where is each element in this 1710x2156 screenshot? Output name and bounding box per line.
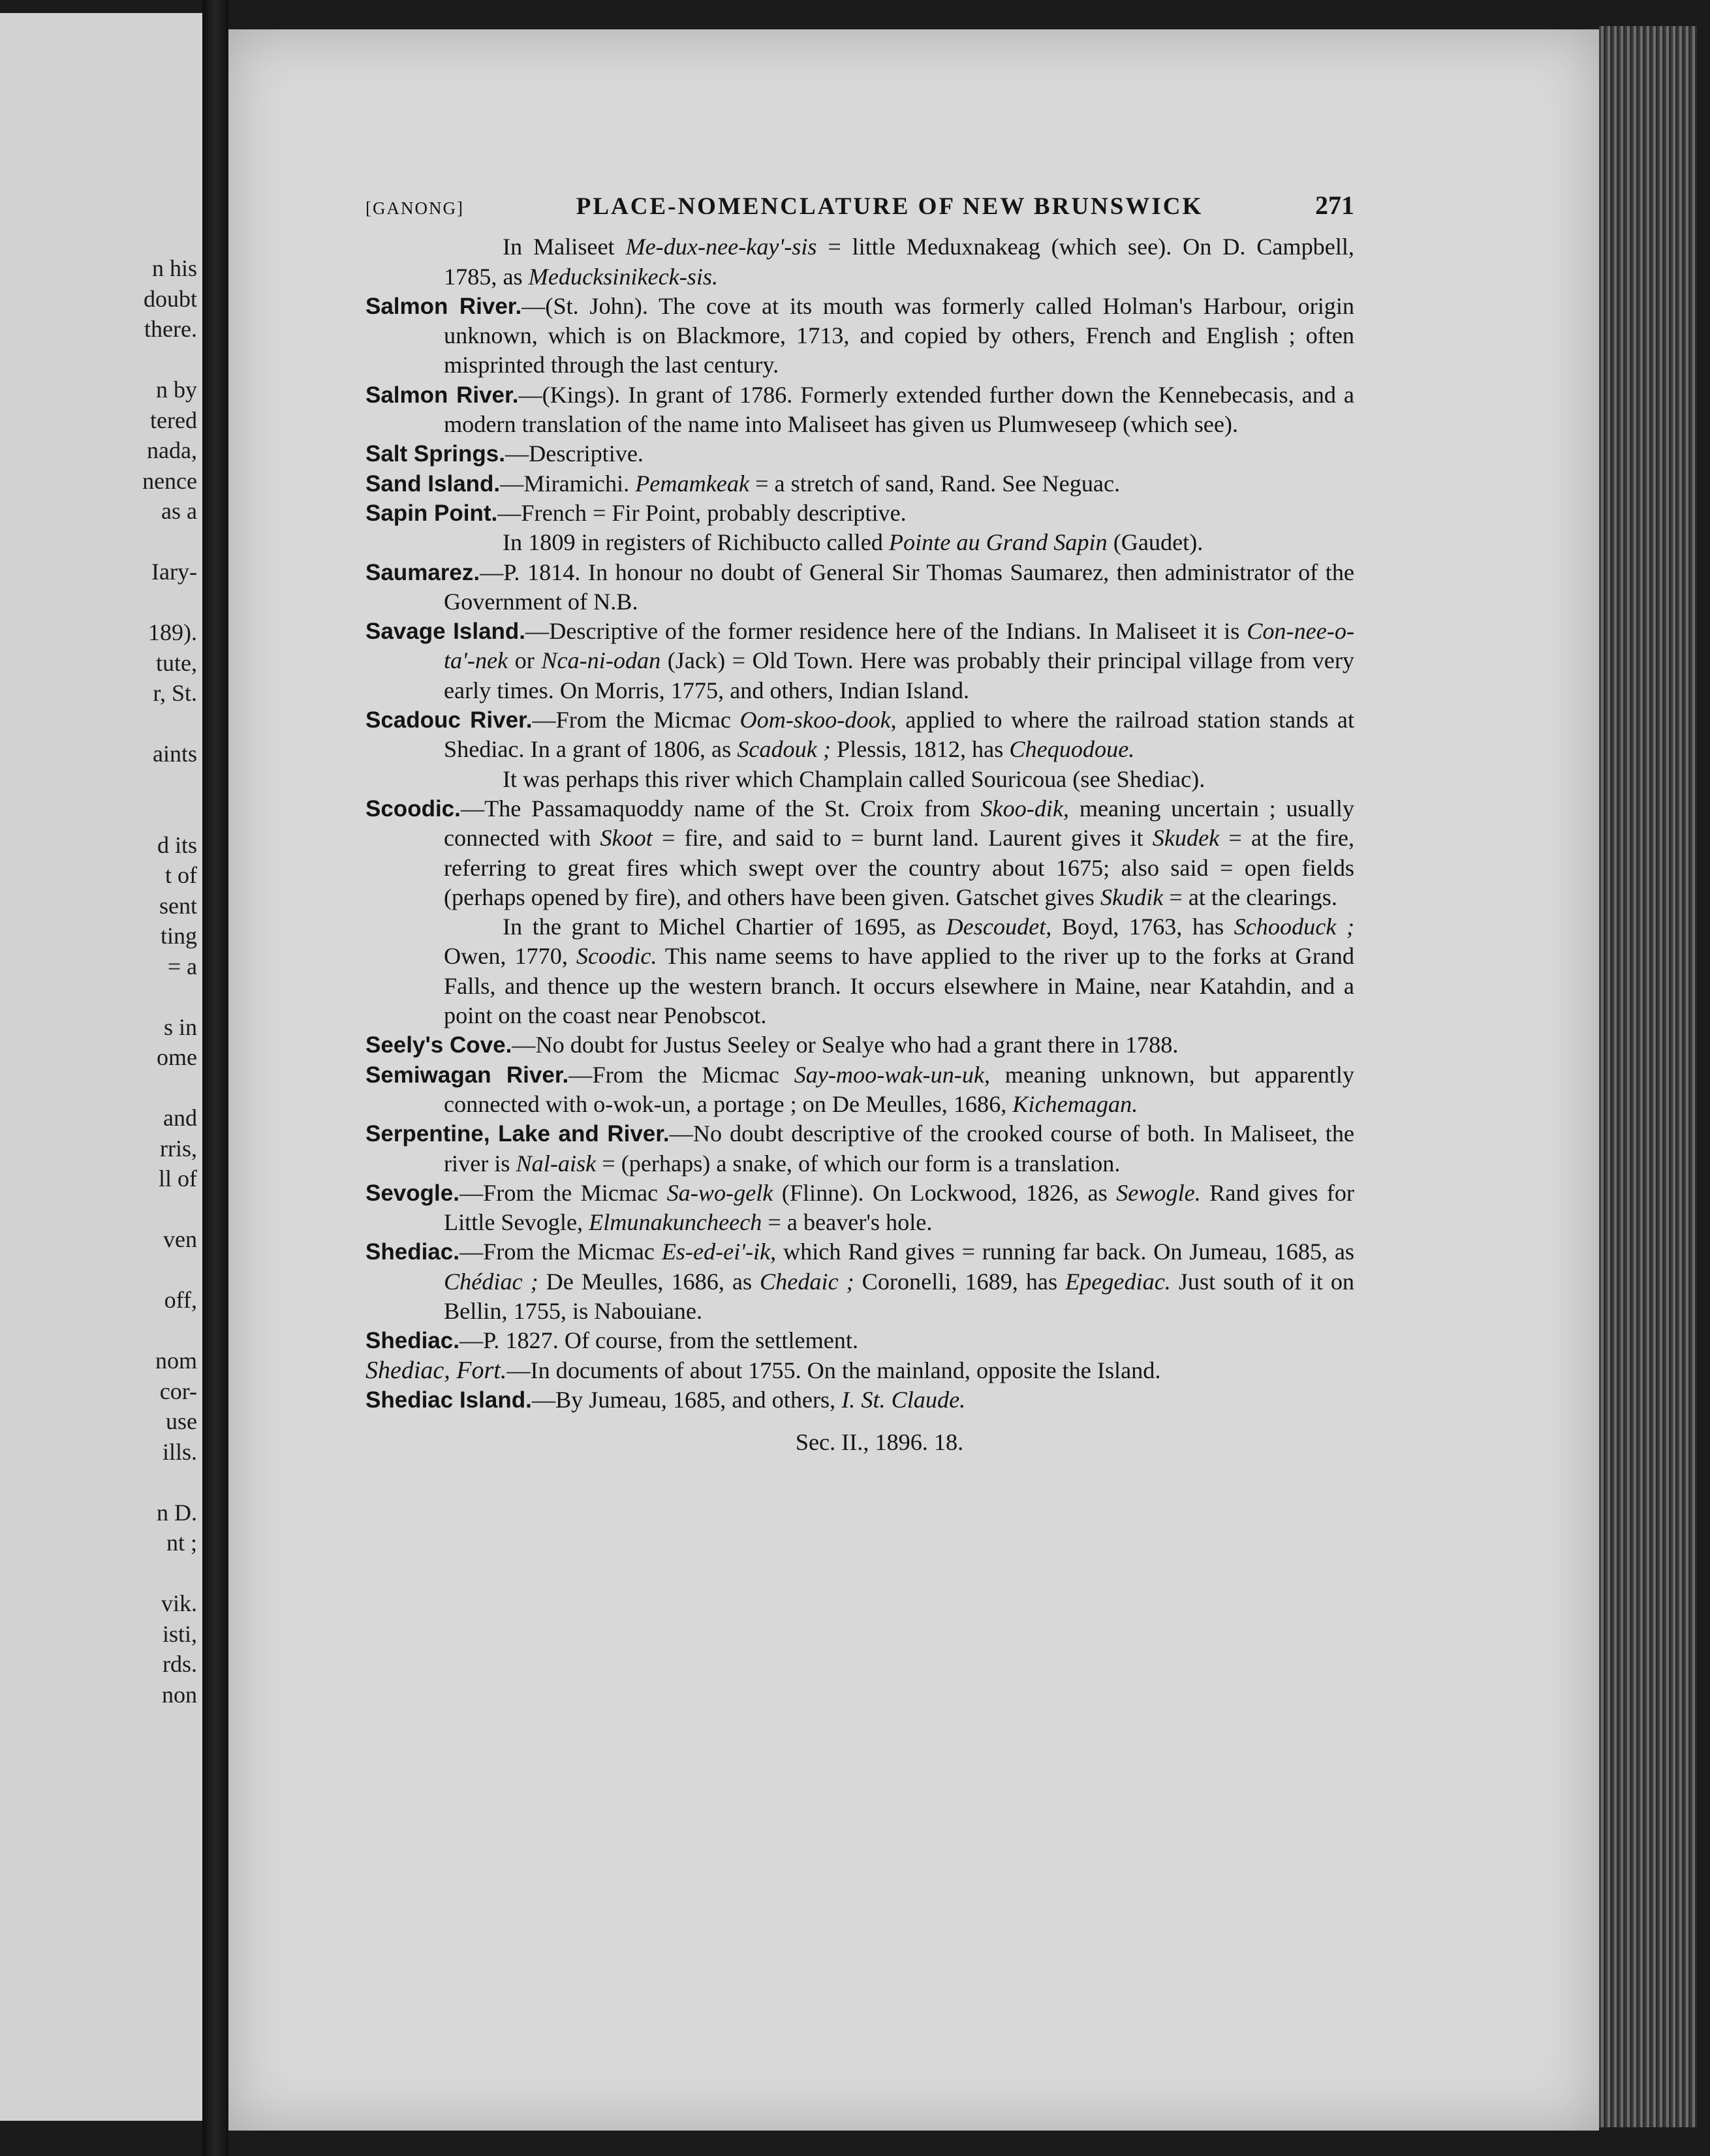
book-gutter: [202, 0, 228, 2156]
entry-text: (Gaudet).: [1107, 529, 1204, 556]
italic-text: Meducksinikeck-sis.: [528, 263, 719, 290]
left-page-fragment: cor-: [159, 1378, 197, 1404]
entry-headword: Sand Island.: [365, 470, 501, 497]
dictionary-entry: [365, 794, 1354, 912]
entry-text: = at the fire, referring to great fires which swept over the country about 1675; also said = open fields (perhaps opened by fire), and others have been given. Gatschet gives: [444, 825, 1355, 910]
entry-text: Rand gives for Little Sevogle,: [444, 1179, 1354, 1236]
italic-text: Sewogle.: [1116, 1179, 1201, 1206]
entry-text: —From the Micmac: [459, 1179, 667, 1206]
left-page-fragment: as a: [161, 498, 197, 524]
entry-text: , applied to where the railroad station stands at Shediac. In a grant of 1806, as: [444, 707, 1355, 763]
left-page-fragment: nom: [155, 1348, 197, 1374]
left-page-fragment: sent: [159, 892, 197, 919]
left-page-fragment: ome: [157, 1044, 197, 1070]
running-head: [365, 191, 1354, 223]
entry-text: —No doubt for Justus Seeley or Sealye who had a grant there in 1788.: [512, 1032, 1179, 1058]
entry-text: In 1809 in registers of Richibucto called: [503, 529, 889, 556]
entry-text: —Descriptive.: [505, 440, 644, 467]
entry-text: —No doubt descriptive of the crooked course of both. In Maliseet, the river is: [444, 1120, 1354, 1177]
entry-headword: Sapin Point.: [365, 500, 498, 526]
entry-text: —(St. John). The cove at its mouth was formerly called Holman's Harbour, origin unknown, which is on Blackmore, 1713, and copied by others, French and English ; often misprinted through the last century.: [444, 292, 1354, 378]
entry-text: This name seems to have applied to the river up to the forks at Grand Falls, and thence up the western branch. It occurs elsewhere in Maine, near Katahdin, and a point on the coast near Penobscot.: [444, 943, 1354, 1029]
left-page-fragment: and: [163, 1105, 197, 1131]
left-page-fragment: 189).: [148, 619, 197, 645]
entry-headword: Salmon River.: [365, 382, 519, 408]
left-page-fragment: use: [166, 1408, 197, 1434]
dictionary-entry: [365, 1356, 1354, 1385]
entry-text: —P. 1814. In honour no doubt of General Sir Thomas Saumarez, then administrator of the Government of N.B.: [444, 559, 1354, 615]
page-edges: [1599, 26, 1697, 2127]
entry-text: —From the Micmac: [459, 1239, 662, 1265]
left-page: [0, 13, 202, 2121]
entry-text: —By Jumeau, 1685, and others,: [531, 1386, 842, 1413]
italic-text: Me-dux-nee-kay'-sis: [625, 234, 817, 260]
italic-text: Elmunakuncheech: [589, 1209, 762, 1236]
italic-text: I. St. Claude.: [841, 1386, 966, 1413]
entry-headword: Shediac.: [365, 1328, 459, 1354]
entry-text: = a stretch of sand, Rand. See Neguac.: [749, 470, 1121, 497]
left-page-fragment: n by: [156, 377, 197, 403]
italic-text: Scadouk ;: [737, 736, 831, 763]
entry-headword: Shediac.: [365, 1239, 459, 1265]
left-page-fragment: non: [162, 1681, 197, 1708]
entry-continuation: [365, 232, 1354, 292]
entry-text: —French = Fir Point, probably descriptive.: [497, 499, 907, 526]
entry-text: = a beaver's hole.: [762, 1209, 933, 1236]
italic-text: Chequodoue.: [1009, 736, 1135, 763]
entry-text: —Descriptive of the former residence here of the Indians. In Maliseet it is: [525, 618, 1247, 645]
entry-text: In Maliseet: [503, 234, 626, 260]
italic-text: Epegediac.: [1065, 1268, 1171, 1295]
signature-line: Sec. II., 1896. 18.: [795, 1429, 964, 1456]
left-page-fragment: rds.: [163, 1651, 197, 1677]
entry-text: Coronelli, 1689, has: [854, 1268, 1066, 1295]
left-page-fragment: nt ;: [166, 1530, 197, 1556]
entry-text: —(Kings). In grant of 1786. Formerly extended further down the Kennebecasis, and a modern translation of the name into Maliseet has given us Plumweseep (which see).: [444, 381, 1354, 438]
italic-text: Es-ed-ei'-ik: [661, 1239, 771, 1265]
italic-text: Schooduck ;: [1234, 914, 1354, 940]
italic-text: Scoodic.: [576, 943, 657, 970]
entry-text: —Miramichi.: [500, 470, 636, 497]
italic-text: Skoot: [600, 825, 653, 852]
entry-text: —From the Micmac: [568, 1061, 794, 1088]
dictionary-entry: [365, 1326, 1354, 1355]
dictionary-entry: [365, 380, 1354, 440]
dictionary-entry: [365, 1030, 1354, 1060]
left-page-fragment: ills.: [162, 1438, 197, 1465]
italic-text: Chedaic ;: [760, 1268, 854, 1295]
left-page-fragment: vik.: [161, 1590, 197, 1616]
italic-text: Say-moo-wak-un-uk: [794, 1061, 985, 1088]
entry-headword: Shediac Island.: [365, 1387, 532, 1413]
entry-text: (Flinne). On Lockwood, 1826, as: [773, 1179, 1117, 1206]
dictionary-entry: [365, 558, 1354, 617]
dictionary-entry: [365, 499, 1354, 528]
body-paragraphs: [365, 232, 1354, 1415]
entry-text: , meaning unknown, but apparently connected with o-wok-un, a portage ; on De Meulles, 1686,: [444, 1061, 1354, 1117]
entry-headword: Scadouc River.: [365, 707, 533, 733]
entry-text: Just south of it on Bellin, 1755, is Nabouiane.: [444, 1268, 1355, 1324]
italic-text: Chédiac ;: [444, 1268, 538, 1295]
entry-headword: Salmon River.: [365, 293, 522, 319]
entry-text: —In documents of about 1755. On the mainland, opposite the Island.: [506, 1357, 1161, 1383]
entry-text: , which Rand gives = running far back. On Jumeau, 1685, as: [770, 1239, 1354, 1265]
running-head-author: [GANONG]: [365, 198, 464, 218]
dictionary-entry: [365, 1178, 1354, 1238]
dictionary-entry: [365, 1119, 1354, 1178]
dictionary-entry: [365, 292, 1354, 380]
left-page-fragment: = a: [167, 953, 197, 979]
italic-text: Pemamkeak: [635, 470, 750, 497]
dictionary-entry: [365, 1060, 1354, 1120]
entry-headword: Seely's Cove.: [365, 1032, 512, 1058]
left-page-fragment: off,: [164, 1287, 197, 1313]
left-page-fragment: Iary-: [151, 559, 197, 585]
entry-continuation: [365, 765, 1354, 794]
left-page-fragment: isti,: [162, 1620, 197, 1647]
italic-text: Nca-ni-odan: [541, 647, 661, 674]
italic-text: Con-nee-o-ta'-nek: [444, 618, 1354, 674]
entry-text: , meaning uncertain ; usually connected with: [444, 795, 1354, 852]
entry-text: Boyd, 1763, has: [1051, 914, 1234, 940]
left-page-fragment: nence: [142, 467, 197, 494]
italic-text: Descoudet,: [946, 914, 1052, 940]
left-page-fragment: nada,: [147, 437, 197, 463]
entry-text: = fire, and said to = burnt land. Laurent gives it: [652, 825, 1153, 852]
entry-headword: Shediac, Fort.: [365, 1356, 507, 1384]
entry-text: (Jack) = Old Town. Here was probably their principal village from very early times. On Morris, 1775, and others, Indian Island.: [444, 647, 1354, 703]
dictionary-entry: [365, 705, 1354, 765]
entry-text: —P. 1827. Of course, from the settlement.: [459, 1327, 859, 1354]
entry-headword: Serpentine, Lake and River.: [365, 1121, 670, 1147]
left-page-fragment: doubt: [143, 285, 197, 312]
left-page-fragment: rris,: [160, 1135, 197, 1162]
entry-text: Plessis, 1812, has: [830, 736, 1010, 763]
entry-text: In the grant to Michel Chartier of 1695, as: [503, 914, 946, 940]
left-page-fragment: n D.: [157, 1499, 197, 1526]
left-page-fragment: tered: [150, 407, 197, 433]
left-page-fragment: tute,: [156, 649, 197, 676]
italic-text: Sa-wo-gelk: [666, 1179, 773, 1206]
left-page-fragment: ll of: [159, 1165, 197, 1192]
italic-text: Nal-aisk: [516, 1150, 597, 1177]
page-text-block: [365, 191, 1354, 1457]
entry-continuation: [365, 528, 1354, 557]
entry-headword: Sevogle.: [365, 1180, 459, 1206]
dictionary-entry: [365, 1237, 1354, 1326]
italic-text: Pointe au Grand Sapin: [888, 529, 1108, 556]
italic-text: Skoo-dik: [980, 795, 1064, 822]
entry-continuation: [365, 912, 1354, 1030]
italic-text: Skudik: [1100, 884, 1164, 910]
left-page-fragment: ven: [163, 1226, 197, 1252]
entry-text: = little Meduxnakeag (which see). On D. Campbell, 1785, as: [444, 234, 1354, 290]
dictionary-entry: [365, 439, 1354, 469]
italic-text: Skudek: [1152, 825, 1220, 852]
left-page-fragment: ting: [160, 923, 197, 949]
entry-text: It was perhaps this river which Champlain called Souricoua (see Shediac).: [503, 765, 1205, 792]
entry-headword: Savage Island.: [365, 619, 526, 645]
left-page-fragment: s in: [163, 1013, 197, 1040]
left-page-fragment: aints: [153, 741, 197, 767]
left-page-fragment: n his: [151, 255, 197, 281]
entry-headword: Saumarez.: [365, 559, 480, 585]
entry-text: or: [508, 647, 542, 674]
italic-text: Kichemagan.: [1012, 1090, 1138, 1117]
running-head-title: PLACE-NOMENCLATURE OF NEW BRUNSWICK: [576, 193, 1204, 220]
entry-headword: Scoodic.: [365, 795, 461, 822]
dictionary-entry: [365, 617, 1354, 705]
page-number: 271: [1314, 191, 1354, 220]
entry-text: —The Passamaquoddy name of the St. Croix from: [460, 795, 981, 822]
italic-text: Oom-skoo-dook: [739, 707, 891, 733]
entry-text: Owen, 1770,: [444, 943, 576, 970]
left-page-fragment: r, St.: [153, 680, 197, 706]
dictionary-entry: [365, 1385, 1354, 1415]
entry-text: = (perhaps) a snake, of which our form is a translation.: [596, 1150, 1121, 1177]
left-page-fragment: there.: [144, 316, 197, 342]
entry-text: —From the Micmac: [532, 707, 740, 733]
dictionary-entry: [365, 469, 1354, 499]
entry-text: De Meulles, 1686, as: [538, 1268, 760, 1295]
entry-headword: Semiwagan River.: [365, 1062, 569, 1088]
entry-headword: Salt Springs.: [365, 441, 505, 467]
left-page-fragment: d its: [157, 831, 197, 858]
left-page-fragment: t of: [165, 862, 197, 888]
entry-text: = at the clearings.: [1163, 884, 1337, 910]
